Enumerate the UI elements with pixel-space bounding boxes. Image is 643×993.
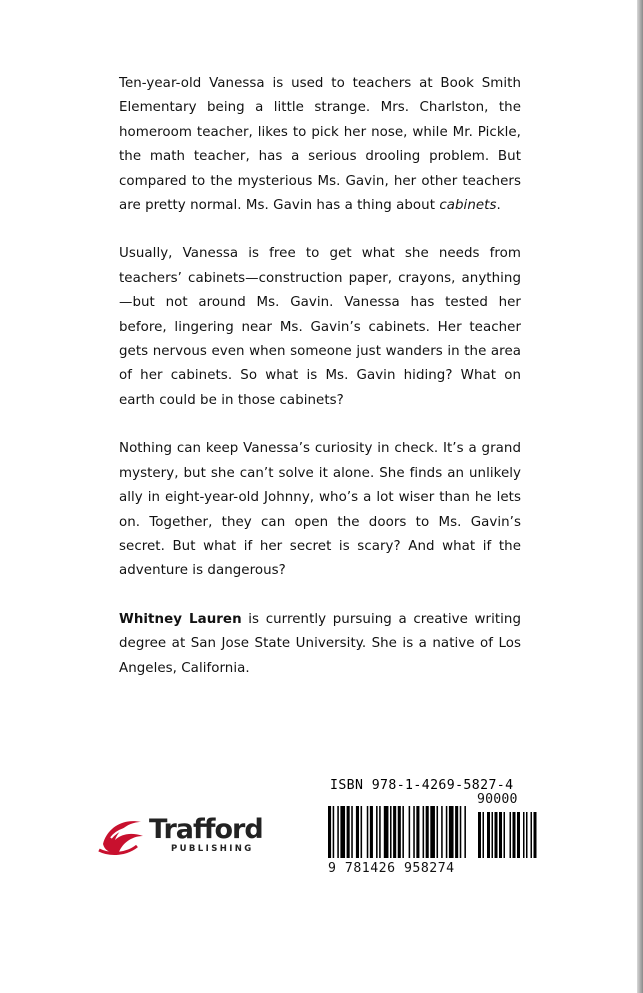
trafford-swoosh-icon (97, 810, 153, 860)
publisher-tagline: PUBLISHING (171, 844, 254, 854)
price-addon-digits: 90000 (477, 792, 518, 807)
blurb-paragraph-3: Nothing can keep Vanessa’s curiosity in check. It’s a grand mystery, but she can’t solve it alone. She finds an unlikely ally in eight-year-old Johnny, who’s a lot wiser than he lets on. Together, they can open the doors to Ms. Gavin’s secret. But what if her secret is scary? And what if the adventure is dangerous? (119, 441, 521, 579)
isbn-barcode (328, 778, 544, 894)
author-bio: Whitney Lauren is currently pursuing a creative writing degree at San Jose State University. She is a native of Los Angeles, California. (119, 611, 522, 676)
blurb-paragraph-1: Ten-year-old Vanessa is used to teachers at Book Smith Elementary being a little strange. Mrs. Charlston, the homeroom teacher, likes to pick her nose, while Mr. Pickle, the math teacher, has a serious drooling problem. But compared to the mysterious Ms. Gavin, her other teachers are pretty normal. Ms. Gavin has a thing about cabinets. (119, 76, 521, 214)
blurb-paragraph-2: Usually, Vanessa is free to get what she needs from teachers’ cabinets—construction paper, crayons, anything—but not around Ms. Gavin. Vanessa has tested her before, lingering near Ms. Gavin’s cabinets. Her teacher gets nervous even when someone just wanders in the area of her cabinets. So what is Ms. Gavin hiding? What on earth could be in those cabinets? (119, 246, 521, 408)
publisher-name: Trafford (149, 814, 263, 845)
author-name: Whitney Lauren (119, 611, 242, 627)
spine-edge (637, 0, 643, 993)
barcode-bars (328, 806, 544, 862)
emphasis-cabinets: cabinets (439, 198, 497, 214)
isbn-label: ISBN 978-1-4269-5827-4 (330, 778, 514, 793)
back-cover-blurb (119, 72, 521, 705)
ean-digits: 9 781426 958274 (328, 861, 455, 876)
publisher-logo (97, 806, 297, 866)
